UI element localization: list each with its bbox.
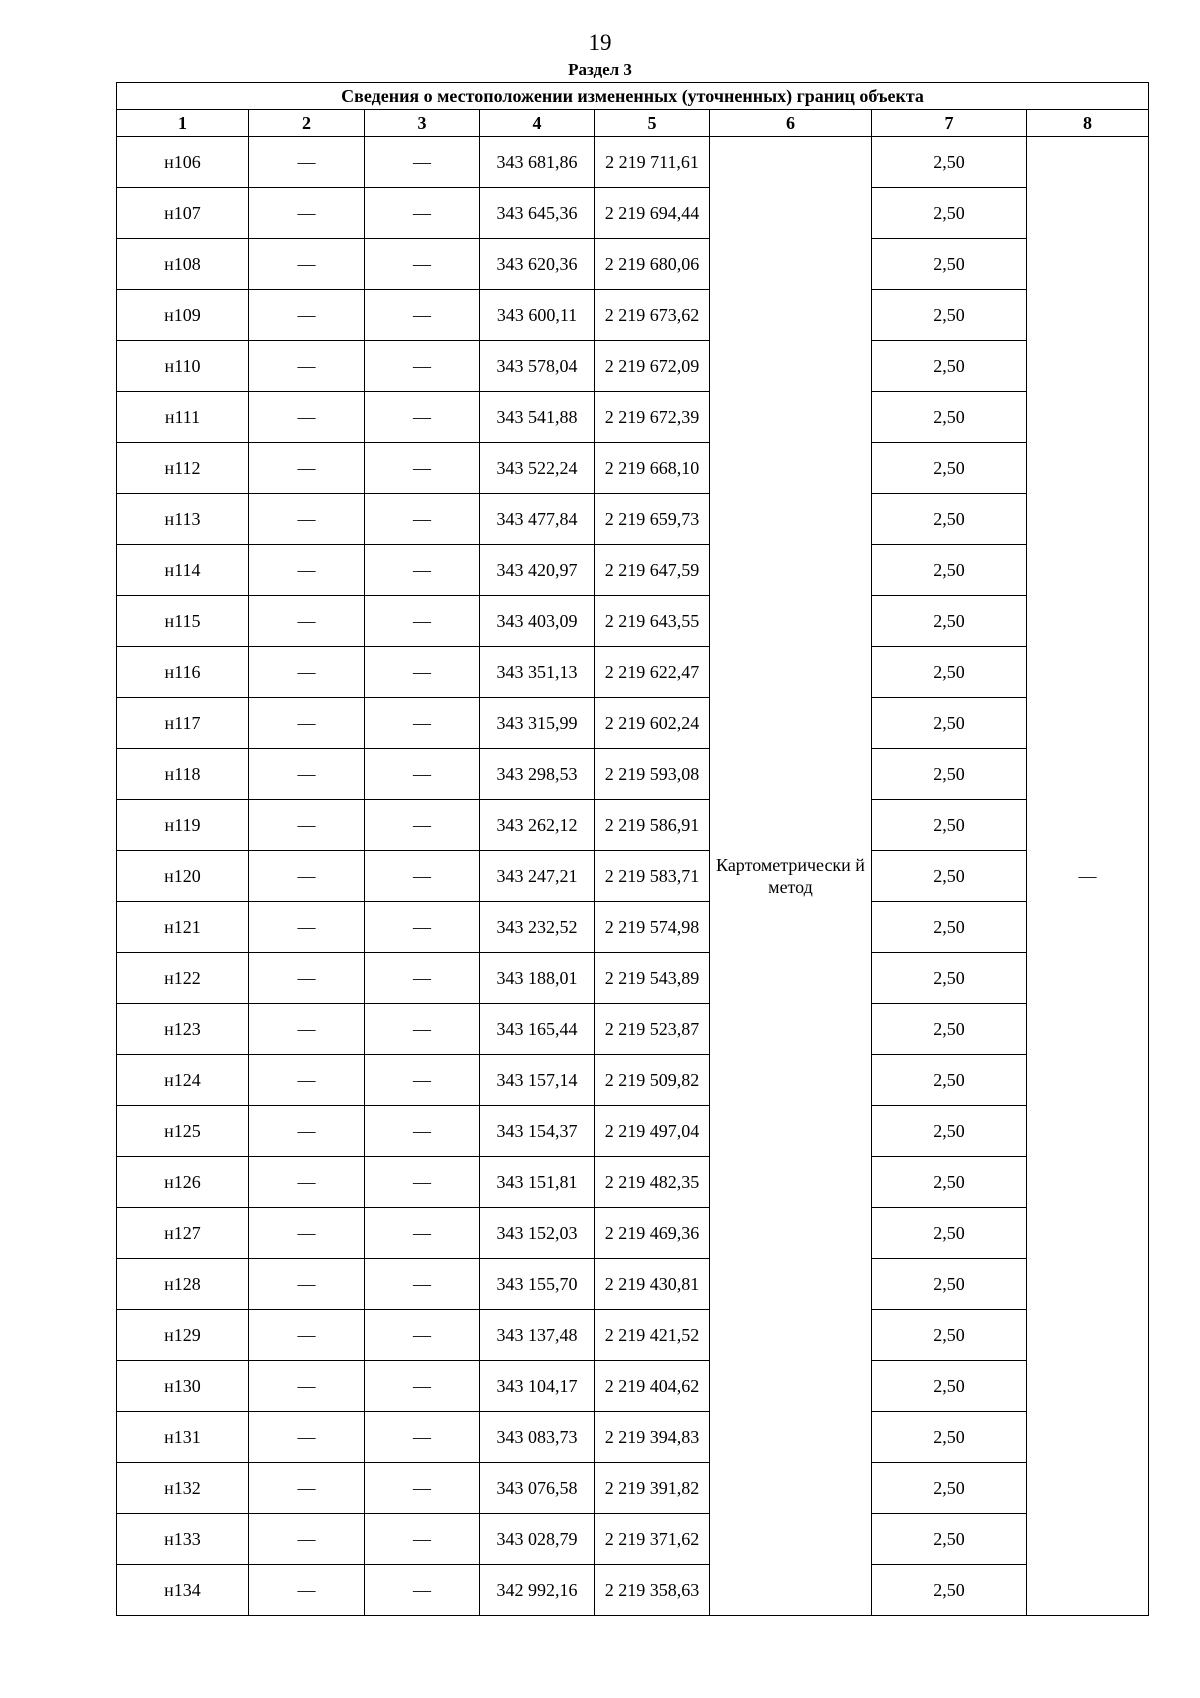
point-label: н124 (117, 1055, 249, 1106)
column-3-dash: — (365, 341, 480, 392)
column-2-dash: — (249, 392, 365, 443)
table-row (117, 239, 1149, 290)
column-2-dash: — (249, 1259, 365, 1310)
table-row (117, 1514, 1149, 1565)
table-row (117, 1157, 1149, 1208)
coordinate-x: 343 157,14 (480, 1055, 595, 1106)
column-number: 1 (117, 110, 249, 137)
coordinate-y: 2 219 673,62 (595, 290, 710, 341)
coordinate-y: 2 219 404,62 (595, 1361, 710, 1412)
coordinate-x: 343 420,97 (480, 545, 595, 596)
column-2-dash: — (249, 902, 365, 953)
coordinate-x: 343 154,37 (480, 1106, 595, 1157)
point-label: н112 (117, 443, 249, 494)
accuracy-value: 2,50 (872, 902, 1027, 953)
coordinate-y: 2 219 672,39 (595, 392, 710, 443)
table-row (117, 494, 1149, 545)
method-cell: Картометрически й метод (710, 137, 872, 1616)
column-3-dash: — (365, 953, 480, 1004)
coordinate-y: 2 219 583,71 (595, 851, 710, 902)
point-label: н109 (117, 290, 249, 341)
column-number-row (117, 110, 1149, 137)
accuracy-value: 2,50 (872, 443, 1027, 494)
coordinate-y: 2 219 659,73 (595, 494, 710, 545)
column-3-dash: — (365, 596, 480, 647)
coordinate-y: 2 219 430,81 (595, 1259, 710, 1310)
coordinate-x: 343 152,03 (480, 1208, 595, 1259)
accuracy-value: 2,50 (872, 1310, 1027, 1361)
coordinate-y: 2 219 497,04 (595, 1106, 710, 1157)
coordinate-y: 2 219 574,98 (595, 902, 710, 953)
coordinate-y: 2 219 586,91 (595, 800, 710, 851)
column-2-dash: — (249, 800, 365, 851)
coordinate-x: 343 600,11 (480, 290, 595, 341)
coordinate-y: 2 219 672,09 (595, 341, 710, 392)
coordinate-y: 2 219 694,44 (595, 188, 710, 239)
point-label: н107 (117, 188, 249, 239)
coordinate-x: 343 076,58 (480, 1463, 595, 1514)
point-label: н111 (117, 392, 249, 443)
coordinate-y: 2 219 668,10 (595, 443, 710, 494)
point-label: н110 (117, 341, 249, 392)
coordinate-x: 343 262,12 (480, 800, 595, 851)
accuracy-value: 2,50 (872, 1157, 1027, 1208)
coordinate-y: 2 219 622,47 (595, 647, 710, 698)
column-3-dash: — (365, 1208, 480, 1259)
column-3-dash: — (365, 902, 480, 953)
accuracy-value: 2,50 (872, 953, 1027, 1004)
point-label: н129 (117, 1310, 249, 1361)
column-2-dash: — (249, 545, 365, 596)
coordinate-x: 343 681,86 (480, 137, 595, 188)
accuracy-value: 2,50 (872, 647, 1027, 698)
column-2-dash: — (249, 953, 365, 1004)
point-label: н119 (117, 800, 249, 851)
point-label: н114 (117, 545, 249, 596)
table-row (117, 698, 1149, 749)
accuracy-value: 2,50 (872, 1514, 1027, 1565)
point-label: н115 (117, 596, 249, 647)
column-3-dash: — (365, 545, 480, 596)
accuracy-value: 2,50 (872, 851, 1027, 902)
coordinate-y: 2 219 647,59 (595, 545, 710, 596)
accuracy-value: 2,50 (872, 1412, 1027, 1463)
point-label: н113 (117, 494, 249, 545)
column-2-dash: — (249, 239, 365, 290)
coordinate-y: 2 219 358,63 (595, 1565, 710, 1616)
point-label: н132 (117, 1463, 249, 1514)
boundary-coordinates-table (116, 82, 1149, 1616)
column-2-dash: — (249, 1004, 365, 1055)
accuracy-value: 2,50 (872, 1565, 1027, 1616)
coordinate-x: 343 155,70 (480, 1259, 595, 1310)
column-3-dash: — (365, 1565, 480, 1616)
column-2-dash: — (249, 1157, 365, 1208)
column-2-dash: — (249, 647, 365, 698)
coordinate-x: 343 315,99 (480, 698, 595, 749)
point-label: н131 (117, 1412, 249, 1463)
column-3-dash: — (365, 392, 480, 443)
column-3-dash: — (365, 1361, 480, 1412)
accuracy-value: 2,50 (872, 545, 1027, 596)
coordinate-y: 2 219 371,62 (595, 1514, 710, 1565)
point-label: н122 (117, 953, 249, 1004)
column-2-dash: — (249, 1361, 365, 1412)
coordinate-x: 343 298,53 (480, 749, 595, 800)
coordinate-x: 343 165,44 (480, 1004, 595, 1055)
table-row (117, 902, 1149, 953)
coordinate-y: 2 219 602,24 (595, 698, 710, 749)
column-3-dash: — (365, 1055, 480, 1106)
accuracy-value: 2,50 (872, 1106, 1027, 1157)
column-3-dash: — (365, 1514, 480, 1565)
column-3-dash: — (365, 188, 480, 239)
column-2-dash: — (249, 137, 365, 188)
column-2-dash: — (249, 1514, 365, 1565)
point-label: н133 (117, 1514, 249, 1565)
table-row (117, 1361, 1149, 1412)
coordinate-x: 343 645,36 (480, 188, 595, 239)
coordinate-x: 343 522,24 (480, 443, 595, 494)
column-3-dash: — (365, 1412, 480, 1463)
table-row (117, 1565, 1149, 1616)
point-label: н134 (117, 1565, 249, 1616)
column-8-dash: — (1027, 137, 1149, 1616)
column-3-dash: — (365, 647, 480, 698)
table-row (117, 800, 1149, 851)
section-title: Раздел 3 (568, 60, 632, 79)
coordinate-y: 2 219 469,36 (595, 1208, 710, 1259)
point-label: н126 (117, 1157, 249, 1208)
accuracy-value: 2,50 (872, 137, 1027, 188)
point-label: н106 (117, 137, 249, 188)
column-number: 5 (595, 110, 710, 137)
coordinate-y: 2 219 391,82 (595, 1463, 710, 1514)
accuracy-value: 2,50 (872, 596, 1027, 647)
column-2-dash: — (249, 698, 365, 749)
table-row (117, 341, 1149, 392)
coordinate-x: 343 247,21 (480, 851, 595, 902)
table-row (117, 1055, 1149, 1106)
accuracy-value: 2,50 (872, 1463, 1027, 1514)
coordinate-y: 2 219 543,89 (595, 953, 710, 1004)
column-number: 4 (480, 110, 595, 137)
column-2-dash: — (249, 1208, 365, 1259)
column-2-dash: — (249, 188, 365, 239)
table-row (117, 749, 1149, 800)
table-row (117, 545, 1149, 596)
column-number: 3 (365, 110, 480, 137)
table-row (117, 137, 1149, 188)
accuracy-value: 2,50 (872, 1208, 1027, 1259)
column-2-dash: — (249, 1106, 365, 1157)
column-2-dash: — (249, 851, 365, 902)
column-3-dash: — (365, 800, 480, 851)
coordinate-x: 343 541,88 (480, 392, 595, 443)
point-label: н117 (117, 698, 249, 749)
table-row (117, 1259, 1149, 1310)
column-3-dash: — (365, 137, 480, 188)
column-3-dash: — (365, 749, 480, 800)
coordinate-x: 343 137,48 (480, 1310, 595, 1361)
accuracy-value: 2,50 (872, 392, 1027, 443)
accuracy-value: 2,50 (872, 290, 1027, 341)
accuracy-value: 2,50 (872, 188, 1027, 239)
column-number: 6 (710, 110, 872, 137)
column-2-dash: — (249, 341, 365, 392)
accuracy-value: 2,50 (872, 341, 1027, 392)
column-number: 7 (872, 110, 1027, 137)
column-3-dash: — (365, 443, 480, 494)
point-label: н123 (117, 1004, 249, 1055)
point-label: н128 (117, 1259, 249, 1310)
column-2-dash: — (249, 596, 365, 647)
table-body (117, 137, 1149, 1616)
column-3-dash: — (365, 1106, 480, 1157)
column-3-dash: — (365, 239, 480, 290)
accuracy-value: 2,50 (872, 749, 1027, 800)
column-2-dash: — (249, 443, 365, 494)
coordinate-y: 2 219 523,87 (595, 1004, 710, 1055)
column-3-dash: — (365, 851, 480, 902)
accuracy-value: 2,50 (872, 1004, 1027, 1055)
coordinate-x: 343 620,36 (480, 239, 595, 290)
coordinate-x: 343 151,81 (480, 1157, 595, 1208)
coordinate-x: 343 104,17 (480, 1361, 595, 1412)
coordinate-x: 343 351,13 (480, 647, 595, 698)
table-row (117, 1310, 1149, 1361)
column-3-dash: — (365, 1310, 480, 1361)
table-row (117, 596, 1149, 647)
table-row (117, 1004, 1149, 1055)
coordinate-x: 343 477,84 (480, 494, 595, 545)
table-row (117, 1412, 1149, 1463)
column-2-dash: — (249, 494, 365, 545)
column-3-dash: — (365, 494, 480, 545)
table-row (117, 290, 1149, 341)
table-row (117, 851, 1149, 902)
coordinate-y: 2 219 711,61 (595, 137, 710, 188)
column-2-dash: — (249, 1055, 365, 1106)
coordinate-x: 343 232,52 (480, 902, 595, 953)
coordinate-y: 2 219 593,08 (595, 749, 710, 800)
coordinate-x: 343 188,01 (480, 953, 595, 1004)
coordinate-y: 2 219 509,82 (595, 1055, 710, 1106)
point-label: н118 (117, 749, 249, 800)
column-2-dash: — (249, 1412, 365, 1463)
table-row (117, 1106, 1149, 1157)
column-3-dash: — (365, 1157, 480, 1208)
coordinate-x: 343 083,73 (480, 1412, 595, 1463)
accuracy-value: 2,50 (872, 1361, 1027, 1412)
coordinate-y: 2 219 680,06 (595, 239, 710, 290)
coordinate-x: 342 992,16 (480, 1565, 595, 1616)
column-2-dash: — (249, 290, 365, 341)
table-row (117, 953, 1149, 1004)
table-row (117, 392, 1149, 443)
coordinate-y: 2 219 421,52 (595, 1310, 710, 1361)
column-2-dash: — (249, 1463, 365, 1514)
accuracy-value: 2,50 (872, 800, 1027, 851)
column-2-dash: — (249, 1310, 365, 1361)
column-3-dash: — (365, 290, 480, 341)
point-label: н127 (117, 1208, 249, 1259)
coordinate-x: 343 403,09 (480, 596, 595, 647)
table-row (117, 443, 1149, 494)
table-caption: Сведения о местоположении измененных (уточненных) границ объекта (117, 83, 1149, 110)
accuracy-value: 2,50 (872, 239, 1027, 290)
table-row (117, 1208, 1149, 1259)
table-row (117, 1463, 1149, 1514)
point-label: н125 (117, 1106, 249, 1157)
column-3-dash: — (365, 1004, 480, 1055)
table-row (117, 188, 1149, 239)
column-2-dash: — (249, 1565, 365, 1616)
accuracy-value: 2,50 (872, 1055, 1027, 1106)
accuracy-value: 2,50 (872, 494, 1027, 545)
point-label: н116 (117, 647, 249, 698)
column-2-dash: — (249, 749, 365, 800)
coordinate-y: 2 219 482,35 (595, 1157, 710, 1208)
column-3-dash: — (365, 1463, 480, 1514)
accuracy-value: 2,50 (872, 1259, 1027, 1310)
column-number: 8 (1027, 110, 1149, 137)
column-3-dash: — (365, 1259, 480, 1310)
coordinate-x: 343 028,79 (480, 1514, 595, 1565)
point-label: н130 (117, 1361, 249, 1412)
accuracy-value: 2,50 (872, 698, 1027, 749)
column-3-dash: — (365, 698, 480, 749)
coordinate-y: 2 219 394,83 (595, 1412, 710, 1463)
table-row (117, 647, 1149, 698)
page-number: 19 (588, 30, 612, 55)
point-label: н108 (117, 239, 249, 290)
coordinate-y: 2 219 643,55 (595, 596, 710, 647)
column-number: 2 (249, 110, 365, 137)
point-label: н121 (117, 902, 249, 953)
point-label: н120 (117, 851, 249, 902)
coordinate-x: 343 578,04 (480, 341, 595, 392)
